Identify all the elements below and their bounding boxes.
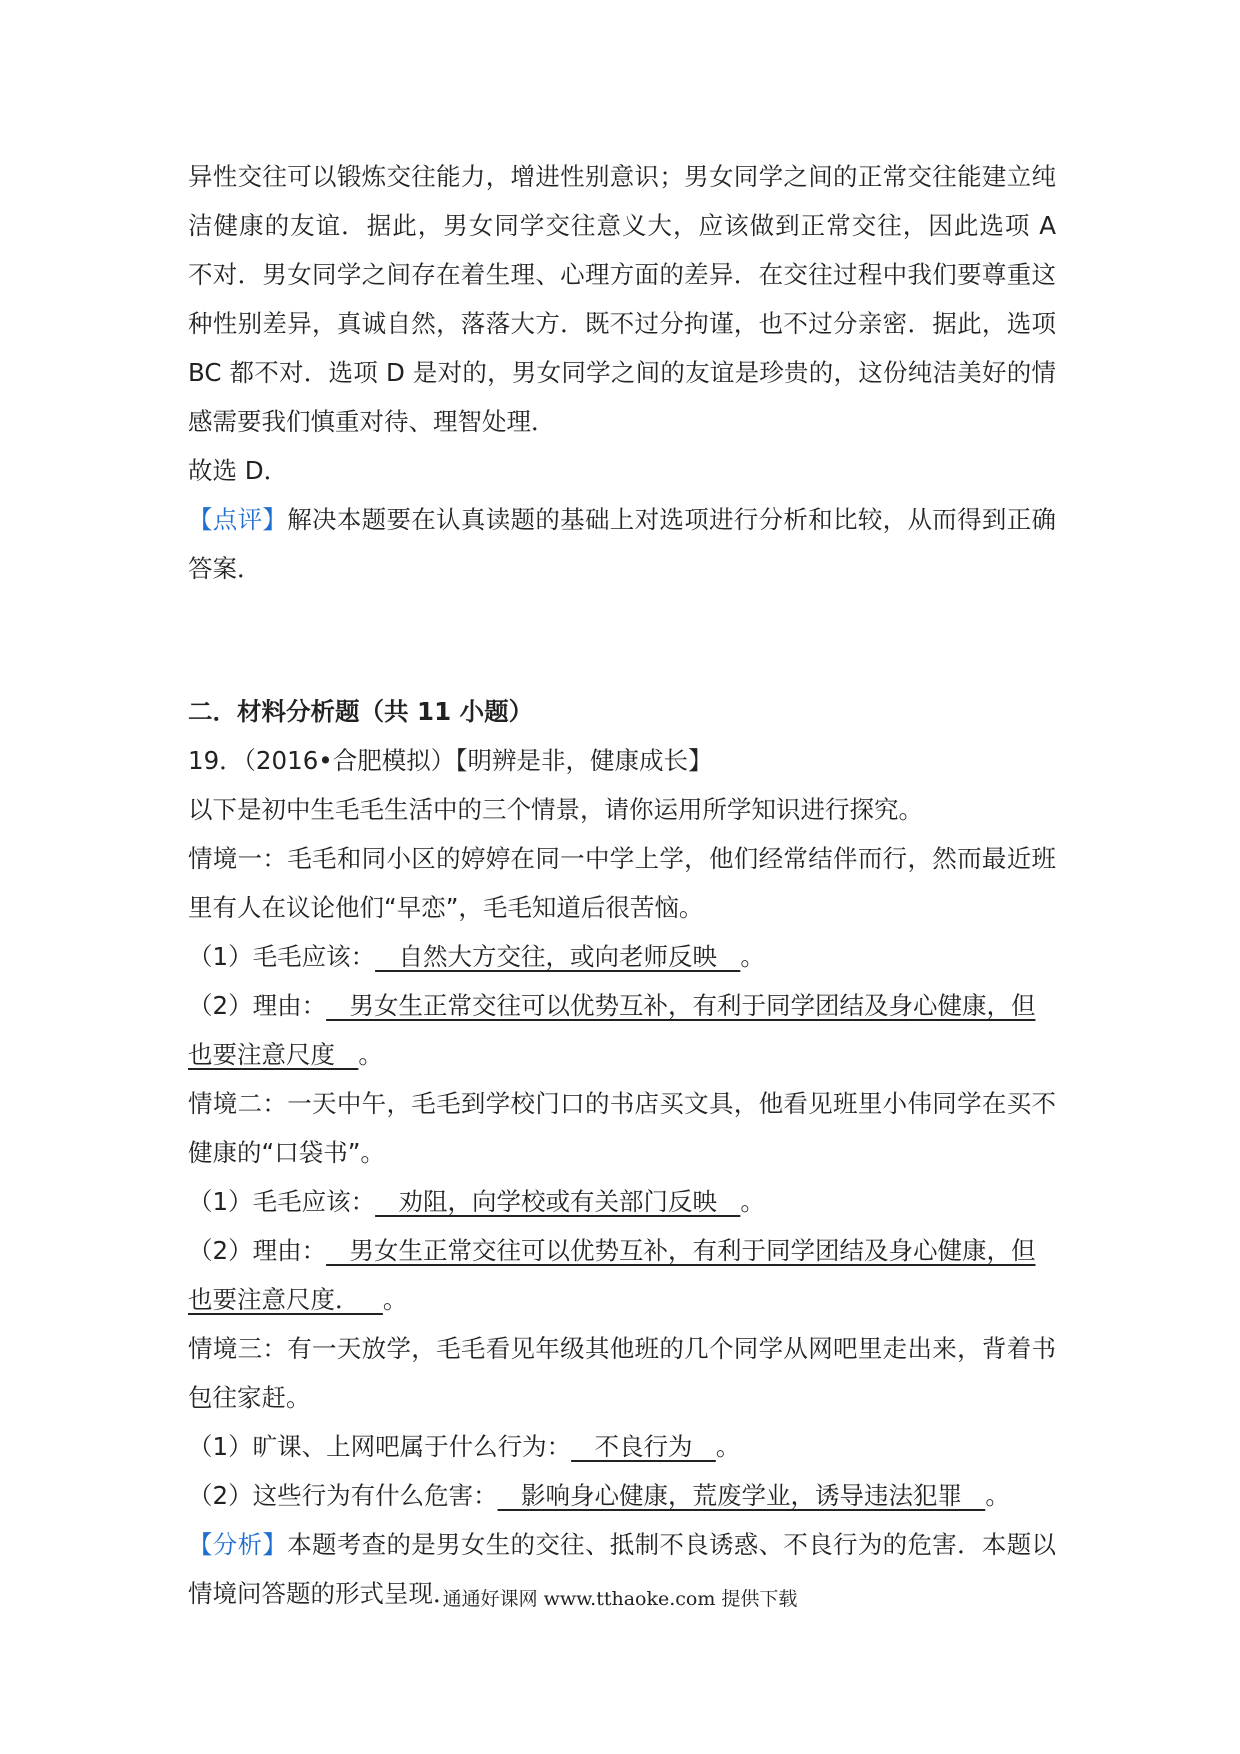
sub-question-suffix: 。 — [740, 942, 765, 971]
answer-underlined: 也要注意尺度 — [188, 1040, 359, 1069]
sub-question — [188, 1226, 1056, 1275]
sub-question-cont — [188, 1275, 1056, 1324]
answer-line: 故选 D． — [188, 456, 289, 485]
document-body — [188, 152, 1056, 1618]
analysis-tag: 【分析】 — [188, 1530, 288, 1559]
scene-line: 情境三：有一天放学，毛毛看见年级其他班的几个同学从网吧里走出来，背着书 — [188, 1334, 1056, 1363]
sub-question-prefix: （2）理由： — [188, 1236, 327, 1265]
sub-question-cont — [188, 1030, 1056, 1079]
paragraph-line: 不对．男女同学之间存在着生理、心理方面的差异．在交往过程中我们要尊重这 — [188, 260, 1056, 289]
paragraph-line: 异性交往可以锻炼交往能力，增进性别意识；男女同学之间的正常交往能建立纯 — [188, 162, 1056, 191]
comment-tag: 【点评】 — [188, 505, 288, 534]
page-footer: 通通好课网 www.tthaoke.com 提供下载 — [442, 1588, 798, 1610]
analysis-line: 情境问答题的形式呈现． — [188, 1579, 458, 1608]
answer-underlined: 男女生正常交往可以优势互补，有利于同学团结及身心健康，但 — [326, 991, 1036, 1020]
analysis-text: 本题考查的是男女生的交往、抵制不良诱惑、不良行为的危害．本题以 — [287, 1530, 1056, 1559]
scene-line: 情境二：一天中午，毛毛到学校门口的书店买文具，他看见班里小伟同学在买不 — [188, 1089, 1056, 1118]
answer-underlined: 影响身心健康，荒废学业，诱导违法犯罪 — [497, 1481, 986, 1510]
paragraph-line: 洁健康的友谊．据此，男女同学交往意义大，应该做到正常交往，因此选项 A — [188, 211, 1056, 240]
sub-question-prefix: （2）这些行为有什么危害： — [188, 1481, 498, 1510]
sub-question-suffix: 。 — [358, 1040, 383, 1069]
paragraph-line: 种性别差异，真诚自然，落落大方．既不过分拘谨，也不过分亲密．据此，选项 — [188, 309, 1056, 338]
comment-text: 解决本题要在认真读题的基础上对选项进行分析和比较，从而得到正确 — [287, 505, 1056, 534]
sub-question-suffix: 。 — [382, 1285, 408, 1314]
paragraph-line: BC 都不对．选项 D 是对的，男女同学之间的友谊是珍贵的，这份纯洁美好的情 — [188, 358, 1056, 387]
scene-line: 包往家赶。 — [188, 1383, 311, 1412]
question-header: 19．（2016•合肥模拟）【明辨是非，健康成长】 — [188, 746, 713, 775]
question-intro: 以下是初中生毛毛生活中的三个情景，请你运用所学知识进行探究。 — [188, 795, 923, 824]
answer-underlined: 不良行为 — [571, 1432, 716, 1461]
answer-underlined: 也要注意尺度． — [188, 1285, 383, 1314]
sub-question — [188, 981, 1056, 1030]
answer-underlined: 男女生正常交往可以优势互补，有利于同学团结及身心健康，但 — [326, 1236, 1036, 1265]
comment-line: 答案． — [188, 554, 262, 583]
sub-question-suffix: 。 — [985, 1481, 1010, 1510]
analysis-line — [188, 1520, 1056, 1569]
answer-underlined: 劝阻，向学校或有关部门反映 — [375, 1187, 741, 1216]
sub-question-suffix: 。 — [715, 1432, 741, 1461]
sub-question-prefix: （1）毛毛应该： — [188, 1187, 376, 1216]
sub-question-prefix: （1）毛毛应该： — [188, 942, 376, 971]
sub-question — [188, 932, 1056, 981]
scene-line: 里有人在议论他们“早恋”，毛毛知道后很苦恼。 — [188, 893, 704, 922]
answer-underlined: 自然大方交往，或向老师反映 — [375, 942, 741, 971]
sub-question-prefix: （1）旷课、上网吧属于什么行为： — [188, 1432, 572, 1461]
sub-question — [188, 1177, 1056, 1226]
scene-line: 健康的“口袋书”。 — [188, 1138, 385, 1167]
sub-question-prefix: （2）理由： — [188, 991, 327, 1020]
sub-question — [188, 1422, 1056, 1471]
sub-question-suffix: 。 — [740, 1187, 765, 1216]
scene-line: 情境一：毛毛和同小区的婷婷在同一中学上学，他们经常结伴而行，然而最近班 — [188, 844, 1056, 873]
paragraph-line: 感需要我们慎重对待、理智处理． — [188, 407, 556, 436]
comment-line — [188, 495, 1056, 544]
section-heading: 二．材料分析题（共 11 小题） — [188, 697, 534, 726]
sub-question — [188, 1471, 1056, 1520]
